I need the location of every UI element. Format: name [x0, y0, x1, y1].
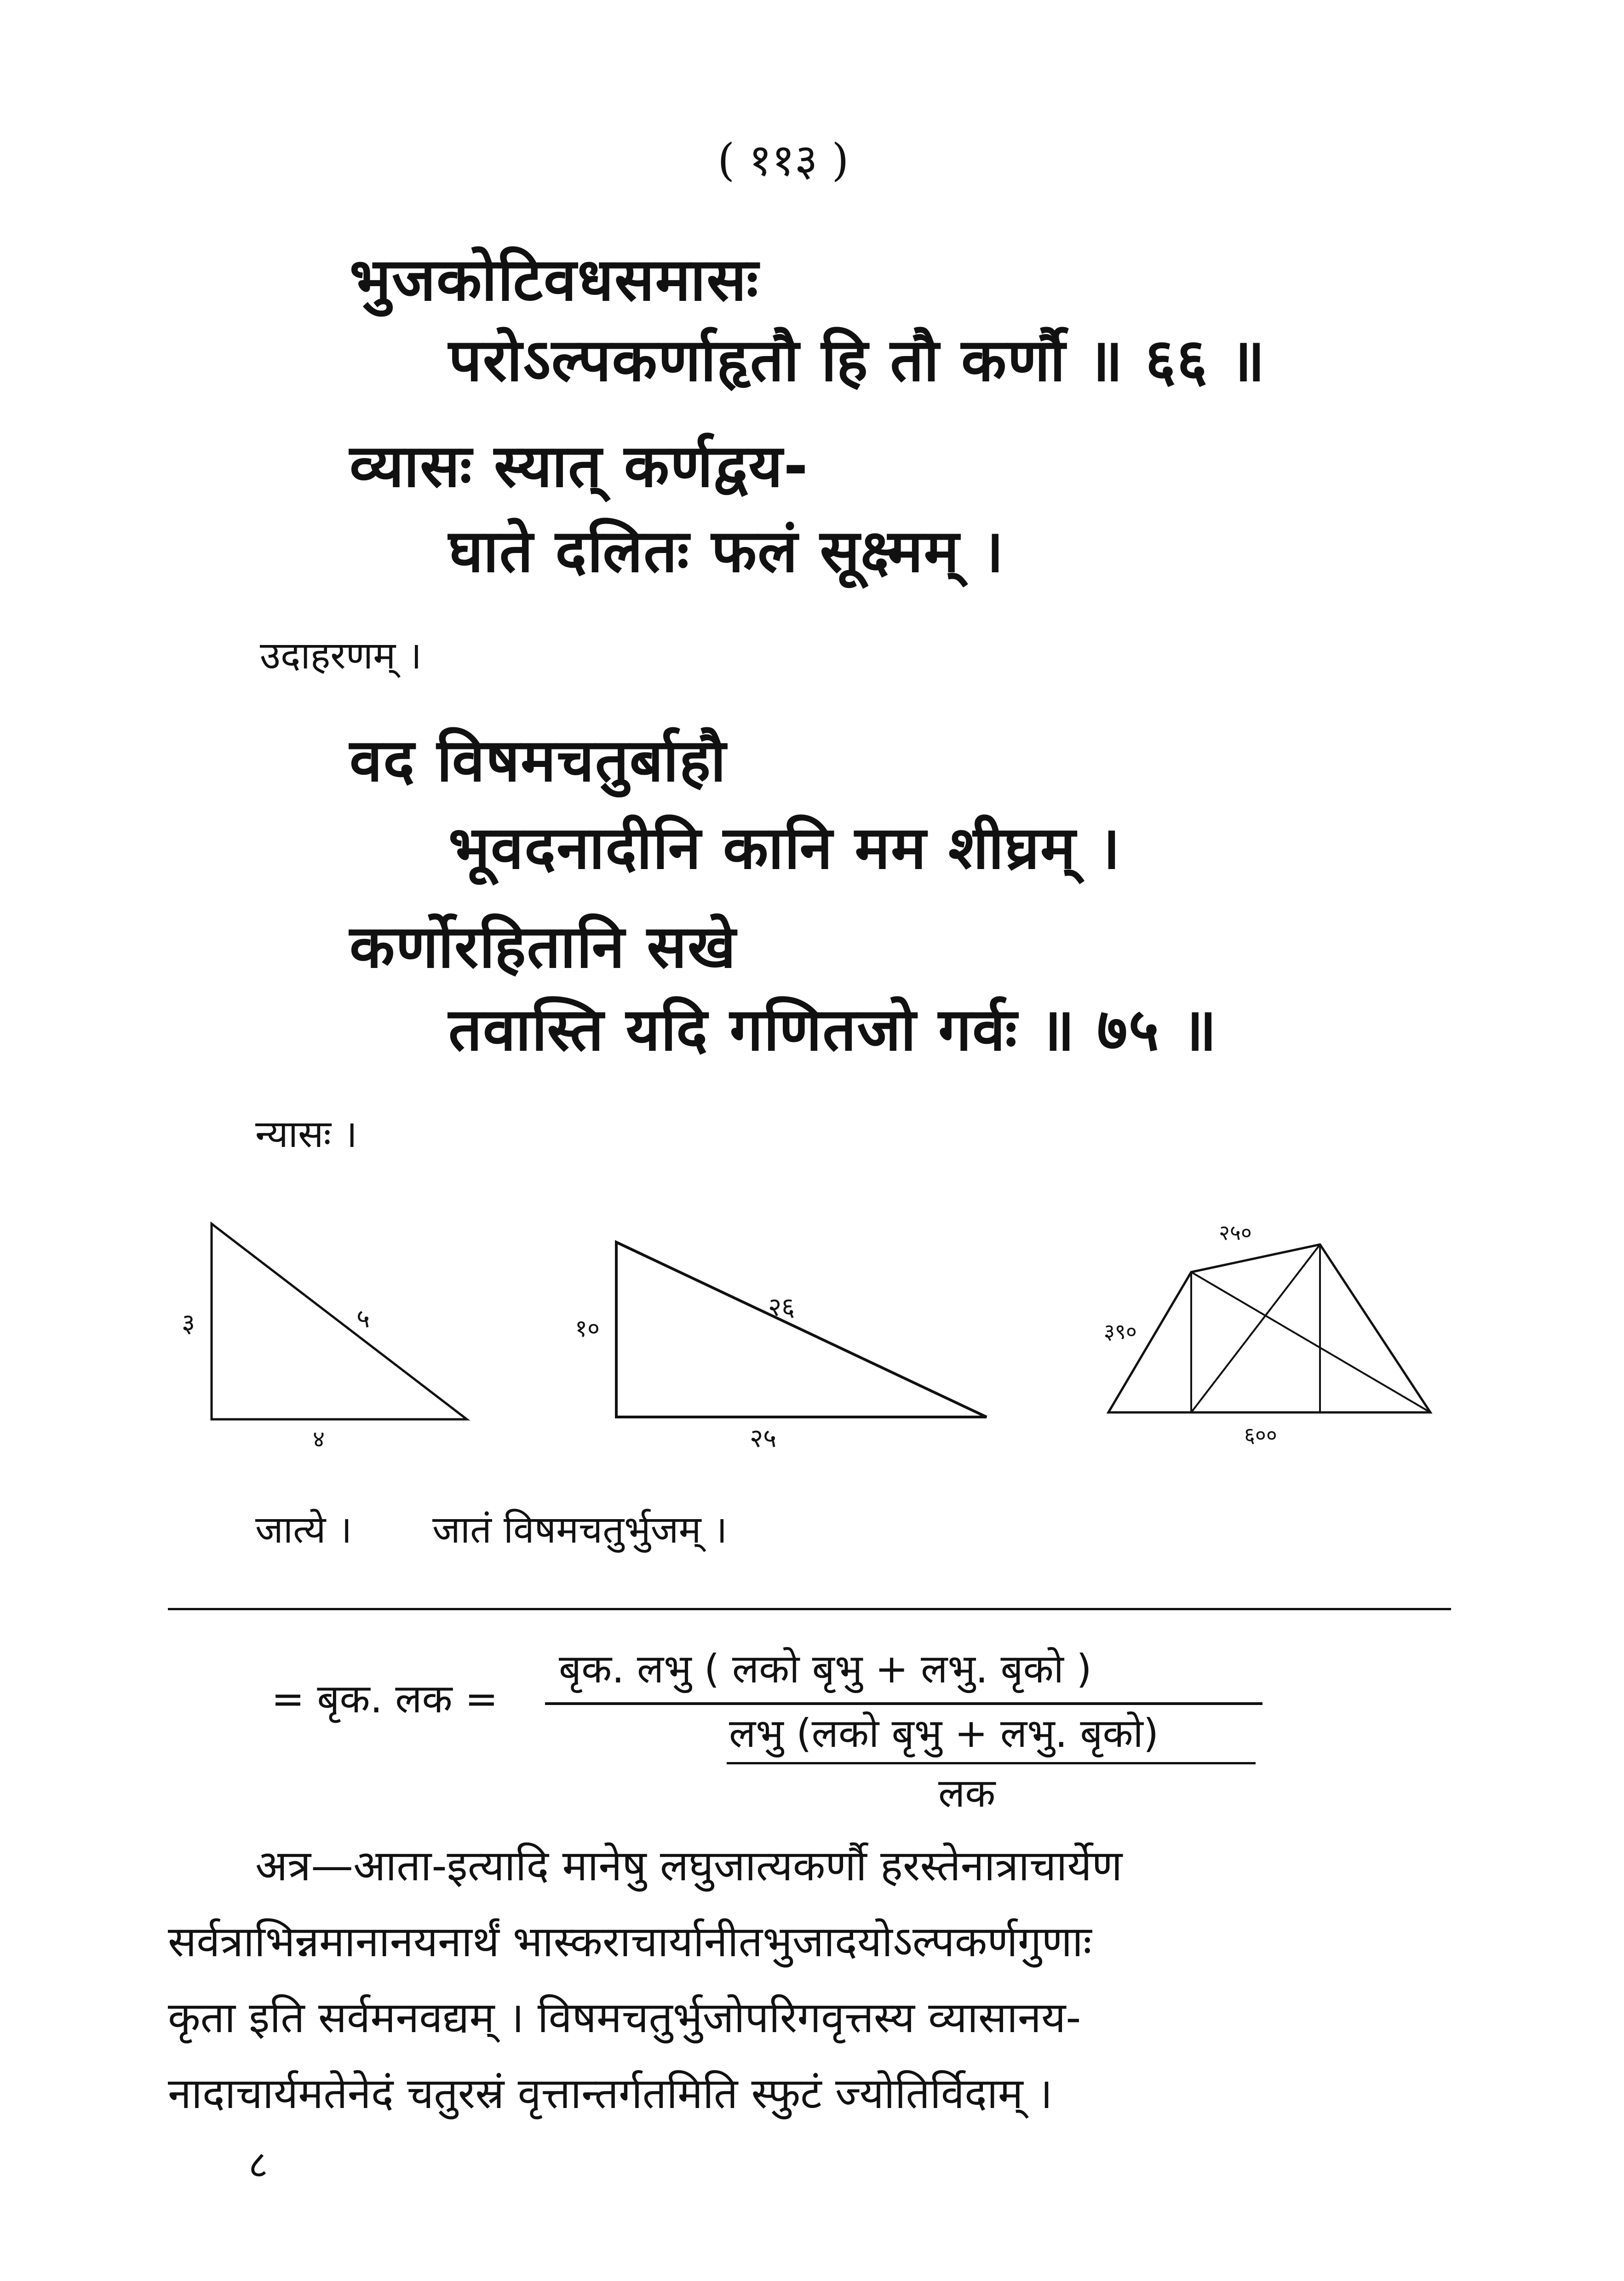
formula-inner-fraction-bar — [727, 1762, 1256, 1764]
caption-right-triangle: जात्ये । — [255, 1508, 352, 1552]
commentary-line-3: कृता इति सर्वमनवद्यम् । विषमचतुर्भुजोपरिगवृत्तस्य व्यासानय- — [168, 1993, 1081, 2042]
verse-74-line-4: घाते दलितः फलं सूक्ष्मम् । — [448, 517, 1005, 586]
verse-74-line-1: भुजकोटिवधसमासः — [350, 246, 759, 314]
verse-75-line-2: भूवदनादीनि कानि मम शीघ्रम् । — [448, 814, 1121, 882]
formula-main-fraction-bar — [545, 1702, 1262, 1705]
quadrilateral-diagonal-1 — [1191, 1272, 1430, 1412]
formula-lhs: = बृक. लक = — [271, 1676, 498, 1722]
verse-74-line-3: व्यासः स्यात् कर्णद्वय- — [350, 432, 809, 501]
triangle-1-side-label: ३ — [182, 1308, 195, 1338]
commentary-line-2: सर्वत्राभिन्नमानानयनार्थं भास्कराचार्यानीतभुजादयोऽल्पकर्णगुणाः — [168, 1917, 1092, 1966]
footnote-separator — [168, 1608, 1451, 1610]
signature-mark: ८ — [248, 2143, 268, 2187]
quadrilateral-diagonal-2 — [1191, 1244, 1320, 1412]
triangle-1-hypotenuse-label: ५ — [356, 1304, 370, 1334]
formula-denominator-top: लभु (लको बृभु + लभु. बृको) — [729, 1711, 1159, 1757]
verse-75-line-1: वद विषमचतुर्बाहौ — [350, 726, 727, 795]
quadrilateral-bottom-label: ६०० — [1244, 1423, 1277, 1447]
triangle-1-shape — [212, 1224, 467, 1419]
formula-numerator: बृक. लभु ( लको बृभु + लभु. बृको ) — [559, 1646, 1092, 1692]
formula-denominator-bottom: लक — [938, 1770, 996, 1816]
page-number: ( ११३ ) — [717, 134, 849, 186]
verse-75-line-3: कर्णोरहितानि सखे — [350, 913, 737, 981]
commentary-line-4: नादाचार्यमतेनेदं चतुरस्रं वृत्तान्तर्गतमिति स्फुटं ज्योतिर्विदाम् । — [168, 2069, 1053, 2118]
nyasa-label: न्यासः । — [255, 1112, 358, 1156]
figure-triangle-3-4-5 — [156, 1196, 497, 1454]
triangle-1-base-label: ४ — [313, 1426, 325, 1452]
figure-triangle-10-24-26 — [561, 1215, 1021, 1454]
figure-quadrilateral — [1085, 1215, 1453, 1454]
quadrilateral-top-label: २५० — [1219, 1220, 1252, 1245]
triangle-2-shape — [616, 1242, 987, 1417]
triangle-2-hypotenuse-label: २६ — [768, 1292, 795, 1322]
triangle-2-side-label: १० — [575, 1315, 600, 1342]
example-heading: उदाहरणम् । — [260, 634, 422, 678]
quadrilateral-left-label: ३९० — [1104, 1319, 1137, 1344]
caption-quadrilateral: जातं विषमचतुर्भुजम् । — [432, 1508, 728, 1552]
verse-74-line-2: परोऽल्पकर्णाहृतौ हि तौ कर्णौ ॥ ६६ ॥ — [448, 326, 1266, 395]
triangle-2-base-label: २५ — [750, 1423, 777, 1453]
quadrilateral-shape — [1108, 1244, 1430, 1412]
verse-75-line-4: तवास्ति यदि गणितजो गर्वः ॥ ७५ ॥ — [448, 996, 1218, 1064]
commentary-line-1: अत्र—आता-इत्यादि मानेषु लघुजात्यकर्णौ हरस्तेनात्राचार्येण — [255, 1841, 1123, 1890]
